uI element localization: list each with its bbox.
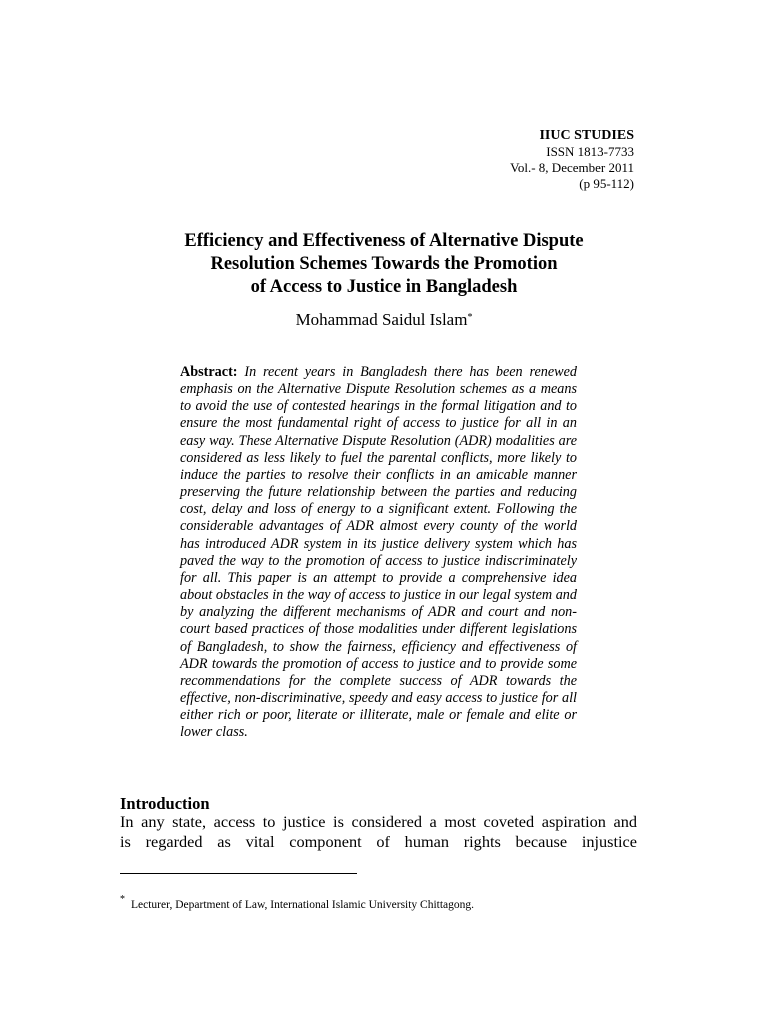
abstract-text: In recent years in Bangladesh there has been renewed emphasis on the Alternative Dispute Resolution schemes as a means to avoid the use of contested hearings in the formal litigation and to ensure the most fundamental right of access to justice for all in an easy way. These Alternative Dispute Resolution (ADR) modalities are considered as less likely to fuel the parental conflicts, more likely to induce the parties to resolve their conflicts in an amicable manner preserving the future relationship between the parties and reducing cost, delay and loss of energy to a significant extent. Following the considerable advantages of ADR almost every county of the world has introduced ADR system in its justice delivery system which has paved the way to the promotion of access to justice indiscriminately for all. This paper is an attempt to provide a comprehensive idea about obstacles in the way of access to justice in our legal system and by analyzing the different mechanisms of ADR and court and non-court based practices of those modalities under different legislations of Bangladesh, to show the fairness, efficiency and effectiveness of ADR towards the promotion of access to justice and to provide some recommendations for the complete success of ADR towards the effective, non-discriminative, speedy and easy access to justice for all either rich or poor, literate or illiterate, male or female and elite or lower class. xyxy=(180,364,577,741)
abstract xyxy=(180,364,577,741)
journal-info xyxy=(510,127,634,192)
title-line-2: Resolution Schemes Towards the Promotion xyxy=(210,254,558,274)
footnote-divider xyxy=(120,873,357,874)
footnote xyxy=(120,894,475,913)
author-name: Mohammad Saidul Islam xyxy=(295,310,468,329)
author-footnote-mark: * xyxy=(467,312,473,323)
introduction-line-1: In any state, access to justice is considered a most coveted aspiration and xyxy=(120,812,637,831)
journal-issn: ISSN 1813-7733 xyxy=(546,144,634,159)
journal-volume: Vol.- 8, December 2011 xyxy=(510,160,634,175)
title-line-1: Efficiency and Effectiveness of Alternative Dispute xyxy=(184,231,584,251)
introduction-body xyxy=(120,812,637,851)
paper-title xyxy=(80,230,688,299)
abstract-label: Abstract: xyxy=(180,364,238,380)
introduction-line-2: is regarded as vital component of human rights because injustice xyxy=(120,831,637,851)
title-line-3: of Access to Justice in Bangladesh xyxy=(250,277,518,297)
introduction-heading: Introduction xyxy=(120,794,210,813)
author-line xyxy=(80,310,688,330)
journal-name: IIUC STUDIES xyxy=(539,128,634,143)
journal-pages: (p 95-112) xyxy=(579,176,634,191)
footnote-mark: * xyxy=(120,894,125,905)
footnote-text: Lecturer, Department of Law, International Islamic University Chittagong. xyxy=(131,899,475,911)
